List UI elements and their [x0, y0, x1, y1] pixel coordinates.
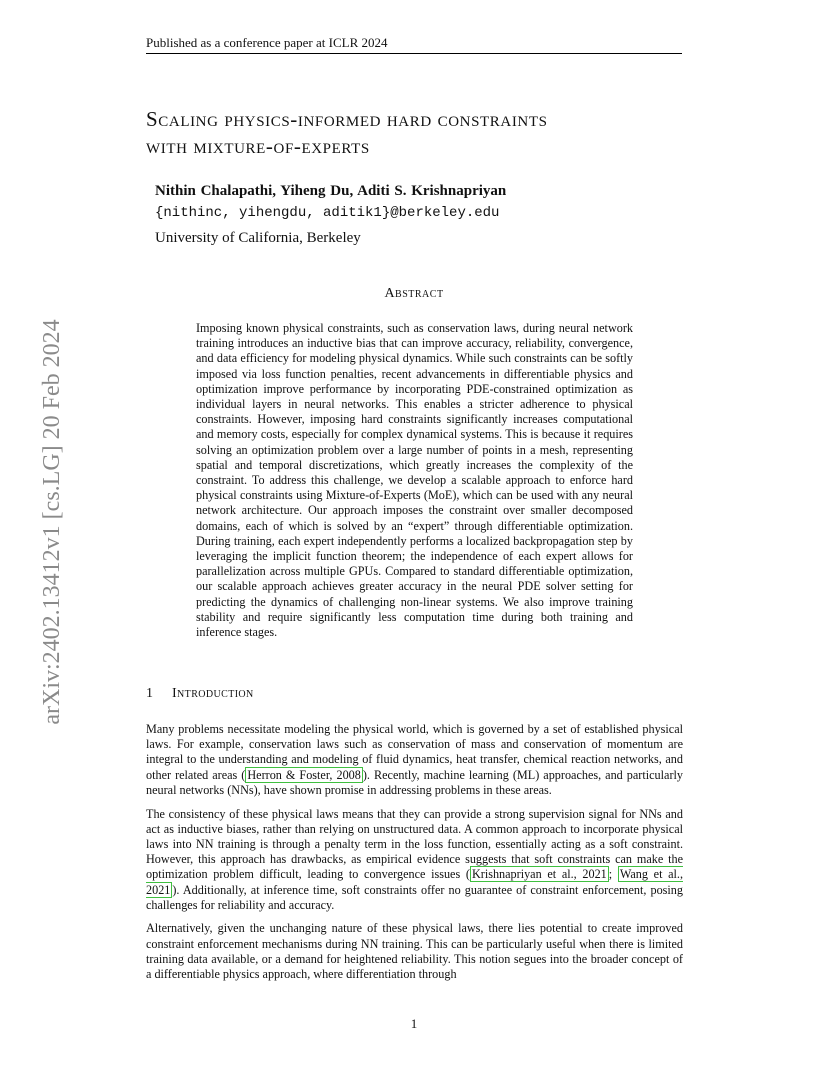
arxiv-identifier: arXiv:2402.13412v1 [cs.LG] 20 Feb 2024 — [39, 319, 65, 725]
citation-separator: ; — [608, 867, 618, 882]
abstract-text: Imposing known physical constraints, such as conservation laws, during neural network training introduces an inductive bias that can improve accuracy, reliability, convergence, and data efficiency for modeling physical dynamics. While such constraints can be softly imposed via loss function penalties, recent advancements in differentiable physics and optimization improve performance by incorporating PDE-constrained optimization as individual layers in neural networks. This enables a stricter adherence to physical constraints. However, imposing hard constraints significantly increases computational and memory costs, especially for complex dynamical systems. This is because it requires solving an optimization problem over a large number of points in a mesh, representing spatial and temporal discretizations, which greatly increases the complexity of the constraint. To address this challenge, we develop a scalable approach to enforce hard physical constraints using Mixture-of-Experts (MoE), which can be used with any neural network architecture. Our approach imposes the constraint over smaller decomposed domains, each of which is solved by an “expert” through differentiable optimization. During training, each expert independently performs a localized backpropagation step by leveraging the implicit function theorem; the independence of each expert allows for parallelization across multiple GPUs. Compared to standard differentiable optimization, our scalable approach achieves greater accuracy in the neural PDE solver setting for predicting the dynamics of challenging non-linear systems. We also improve training stability and require significantly less computation time during both training and inference stages. — [196, 321, 633, 640]
page-number: 1 — [410, 1016, 418, 1031]
paragraph-1-text-a: Many problems necessitate modeling the physical world, which is governed by a set of established physical laws. For example, conservation laws such as conservation of mass and conservation of momentum are integral to the understanding and modeling of fluid dynamics, heat transfer, chemical reaction networks, and other related areas ( — [146, 722, 683, 782]
author-names: Nithin Chalapathi, Yiheng Du, Aditi S. Krishnapriyan — [155, 183, 507, 199]
paper-title — [146, 106, 686, 160]
paragraph-1 — [146, 722, 683, 798]
paragraph-2 — [146, 807, 683, 913]
section-body — [146, 722, 683, 991]
section-heading — [146, 685, 682, 703]
paragraph-2-text-a: The consistency of these physical laws means that they can provide a strong supervision signal for NNs and act as inductive biases, rather than relying on unstructured data. A common approach to incorporate physical laws into NN training is through a penalty term in the loss function, essentially acting as a soft constraint. However, this approach has drawbacks, as empirical evidence suggests that soft constraints can make the optimization problem difficult, leading to convergence issues ( — [146, 806, 683, 882]
citation-wang[interactable]: Wang et al., 2021 — [146, 867, 684, 897]
title-line-2: with mixture-of-experts — [146, 134, 370, 158]
section-number: 1 — [146, 686, 154, 701]
citation-herron-foster[interactable]: Herron & Foster, 2008 — [247, 767, 361, 782]
author-email: {nithinc, yihengdu, aditik1}@berkeley.edu — [155, 205, 500, 221]
paragraph-1-text-b: ). Recently, machine learning (ML) approaches, and particularly neural networks (NNs), have shown promise in addressing problems in these areas. — [146, 767, 683, 797]
running-header: Published as a conference paper at ICLR 2024 — [146, 35, 388, 50]
abstract-heading: Abstract — [384, 286, 444, 301]
paragraph-3: Alternatively, given the unchanging nature of these physical laws, there lies potential to create improved constraint enforcement mechanisms during NN training. This can be particularly useful when there is limited training data available, or a demand for heightened reliability. This notion segues into the broader concept of a differentiable physics approach, where differentiation through — [146, 921, 683, 982]
author-affiliation: University of California, Berkeley — [155, 230, 361, 246]
header-rule — [146, 53, 682, 54]
paragraph-2-text-b: ). Additionally, at inference time, soft constraints offer no guarantee of constraint enforcement, posing challenges for reliability and accuracy. — [146, 882, 683, 912]
citation-krishnapriyan[interactable]: Krishnapriyan et al., 2021 — [471, 867, 607, 882]
title-line-1: Scaling physics-informed hard constraints — [146, 107, 548, 131]
section-title: Introduction — [172, 686, 254, 701]
